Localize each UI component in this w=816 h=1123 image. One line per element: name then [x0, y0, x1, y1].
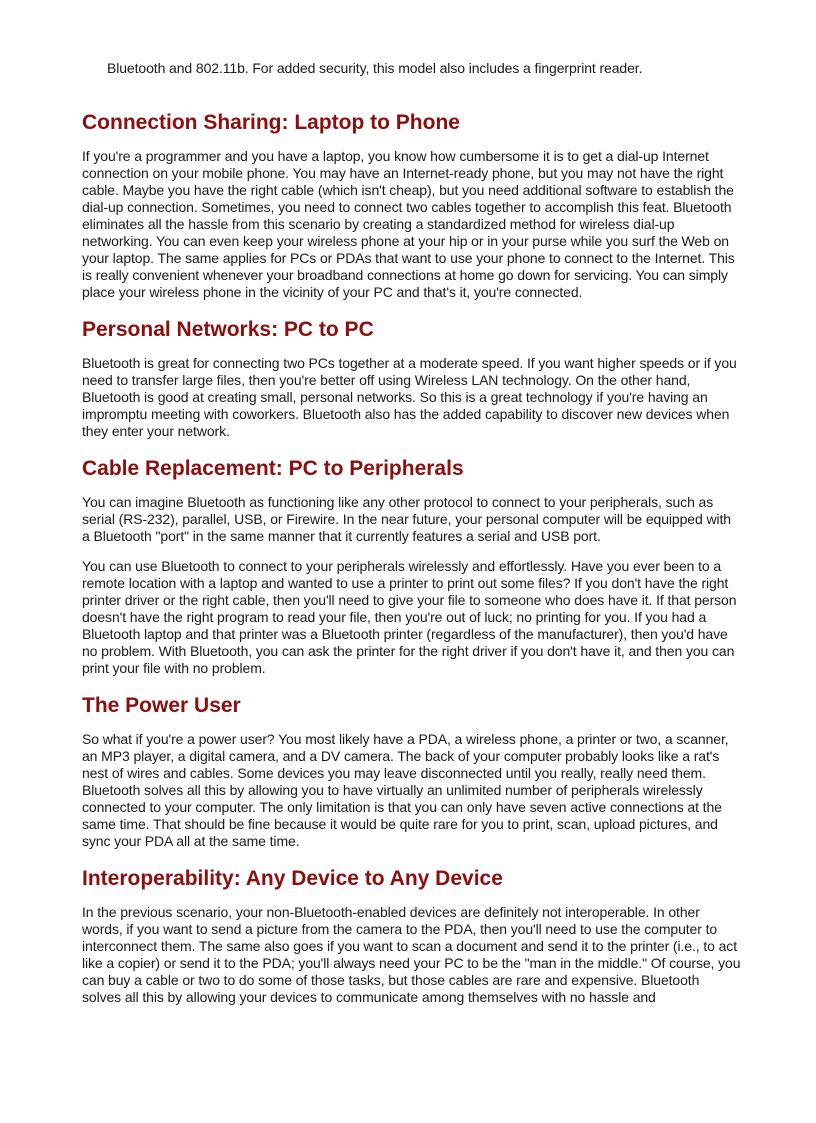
section-power-user	[82, 693, 742, 850]
section-paragraph: Bluetooth is great for connecting two PCs together at a moderate speed. If you want higher speeds or if you need to transfer large files, then you're better off using Wireless LAN technology. On the other hand, Bluetooth is good at creating small, personal networks. So this is a great technology if you're having an impromptu meeting with coworkers. Bluetooth also has the added capability to discover new devices when they enter your network.	[82, 355, 737, 439]
section-heading: Interoperability: Any Device to Any Device	[82, 867, 503, 890]
section-connection-sharing	[82, 110, 742, 301]
section-heading: The Power User	[82, 694, 241, 717]
section-heading: Personal Networks: PC to PC	[82, 318, 374, 341]
section-paragraph: So what if you're a power user? You most likely have a PDA, a wireless phone, a printer or two, a scanner, an MP3 player, a digital camera, and a DV camera. The back of your computer probably looks like a rat's nest of wires and cables. Some devices you may leave disconnected until you really, really need them. Bluetooth solves all this by allowing you to have virtually an unlimited number of peripherals wirelessly connected to your computer. The only limitation is that you can only have seven active connections at the same time. That should be fine because it would be quite rare for you to print, scan, upload pictures, and sync your PDA all at the same time.	[82, 731, 729, 849]
section-personal-networks	[82, 317, 742, 440]
section-paragraph: In the previous scenario, your non-Bluetooth-enabled devices are definitely not interoperable. In other words, if you want to send a picture from the camera to the PDA, then you'll need to use the computer to interconnect them. The same also goes if you want to scan a document and send it to the printer (i.e., to act like a copier) or send it to the PDA; you'll always need your PC to be the "man in the middle." Of course, you can buy a cable or two to do some of those tasks, but those cables are rare and expensive. Bluetooth solves all this by allowing your devices to communicate among themselves with no hassle and	[82, 904, 741, 1005]
section-heading: Cable Replacement: PC to Peripherals	[82, 457, 464, 480]
section-paragraph: You can use Bluetooth to connect to your peripherals wirelessly and effortlessly. Have you ever been to a remote location with a laptop and wanted to use a printer to print out some files? If you don't have the right printer driver or the right cable, then you'll need to give your file to someone who does have it. If that person doesn't have the right program to read your file, then you're out of luck; no printing for you. If you had a Bluetooth laptop and that printer was a Bluetooth printer (regardless of the manufacturer), then you'd have no problem. With Bluetooth, you can ask the printer for the right driver if you don't have it, and then you can print your file with no problem.	[82, 558, 737, 676]
document-body	[82, 110, 742, 1022]
section-paragraph: You can imagine Bluetooth as functioning like any other protocol to connect to your peripherals, such as serial (RS-232), parallel, USB, or Firewire. In the near future, your personal computer will be equipped with a Bluetooth "port" in the same manner that it currently features a serial and USB port.	[82, 494, 731, 544]
section-interoperability	[82, 866, 742, 1006]
intro-paragraph: Bluetooth and 802.11b. For added security, this model also includes a fingerprint reader.	[107, 60, 643, 76]
section-cable-replacement	[82, 456, 742, 677]
section-heading: Connection Sharing: Laptop to Phone	[82, 111, 460, 134]
section-paragraph: If you're a programmer and you have a laptop, you know how cumbersome it is to get a dial-up Internet connection on your mobile phone. You may have an Internet-ready phone, but you may not have the right cable. Maybe you have the right cable (which isn't cheap), but you need additional software to establish the dial-up connection. Sometimes, you need to connect two cables together to accomplish this feat. Bluetooth eliminates all the hassle from this scenario by creating a standardized method for wireless dial-up networking. You can even keep your wireless phone at your hip or in your purse while you surf the Web on your laptop. The same applies for PCs or PDAs that want to use your phone to connect to the Internet. This is really convenient whenever your broadband connections at home go down for servicing. You can simply place your wireless phone in the vicinity of your PC and that's it, you're connected.	[82, 148, 735, 300]
